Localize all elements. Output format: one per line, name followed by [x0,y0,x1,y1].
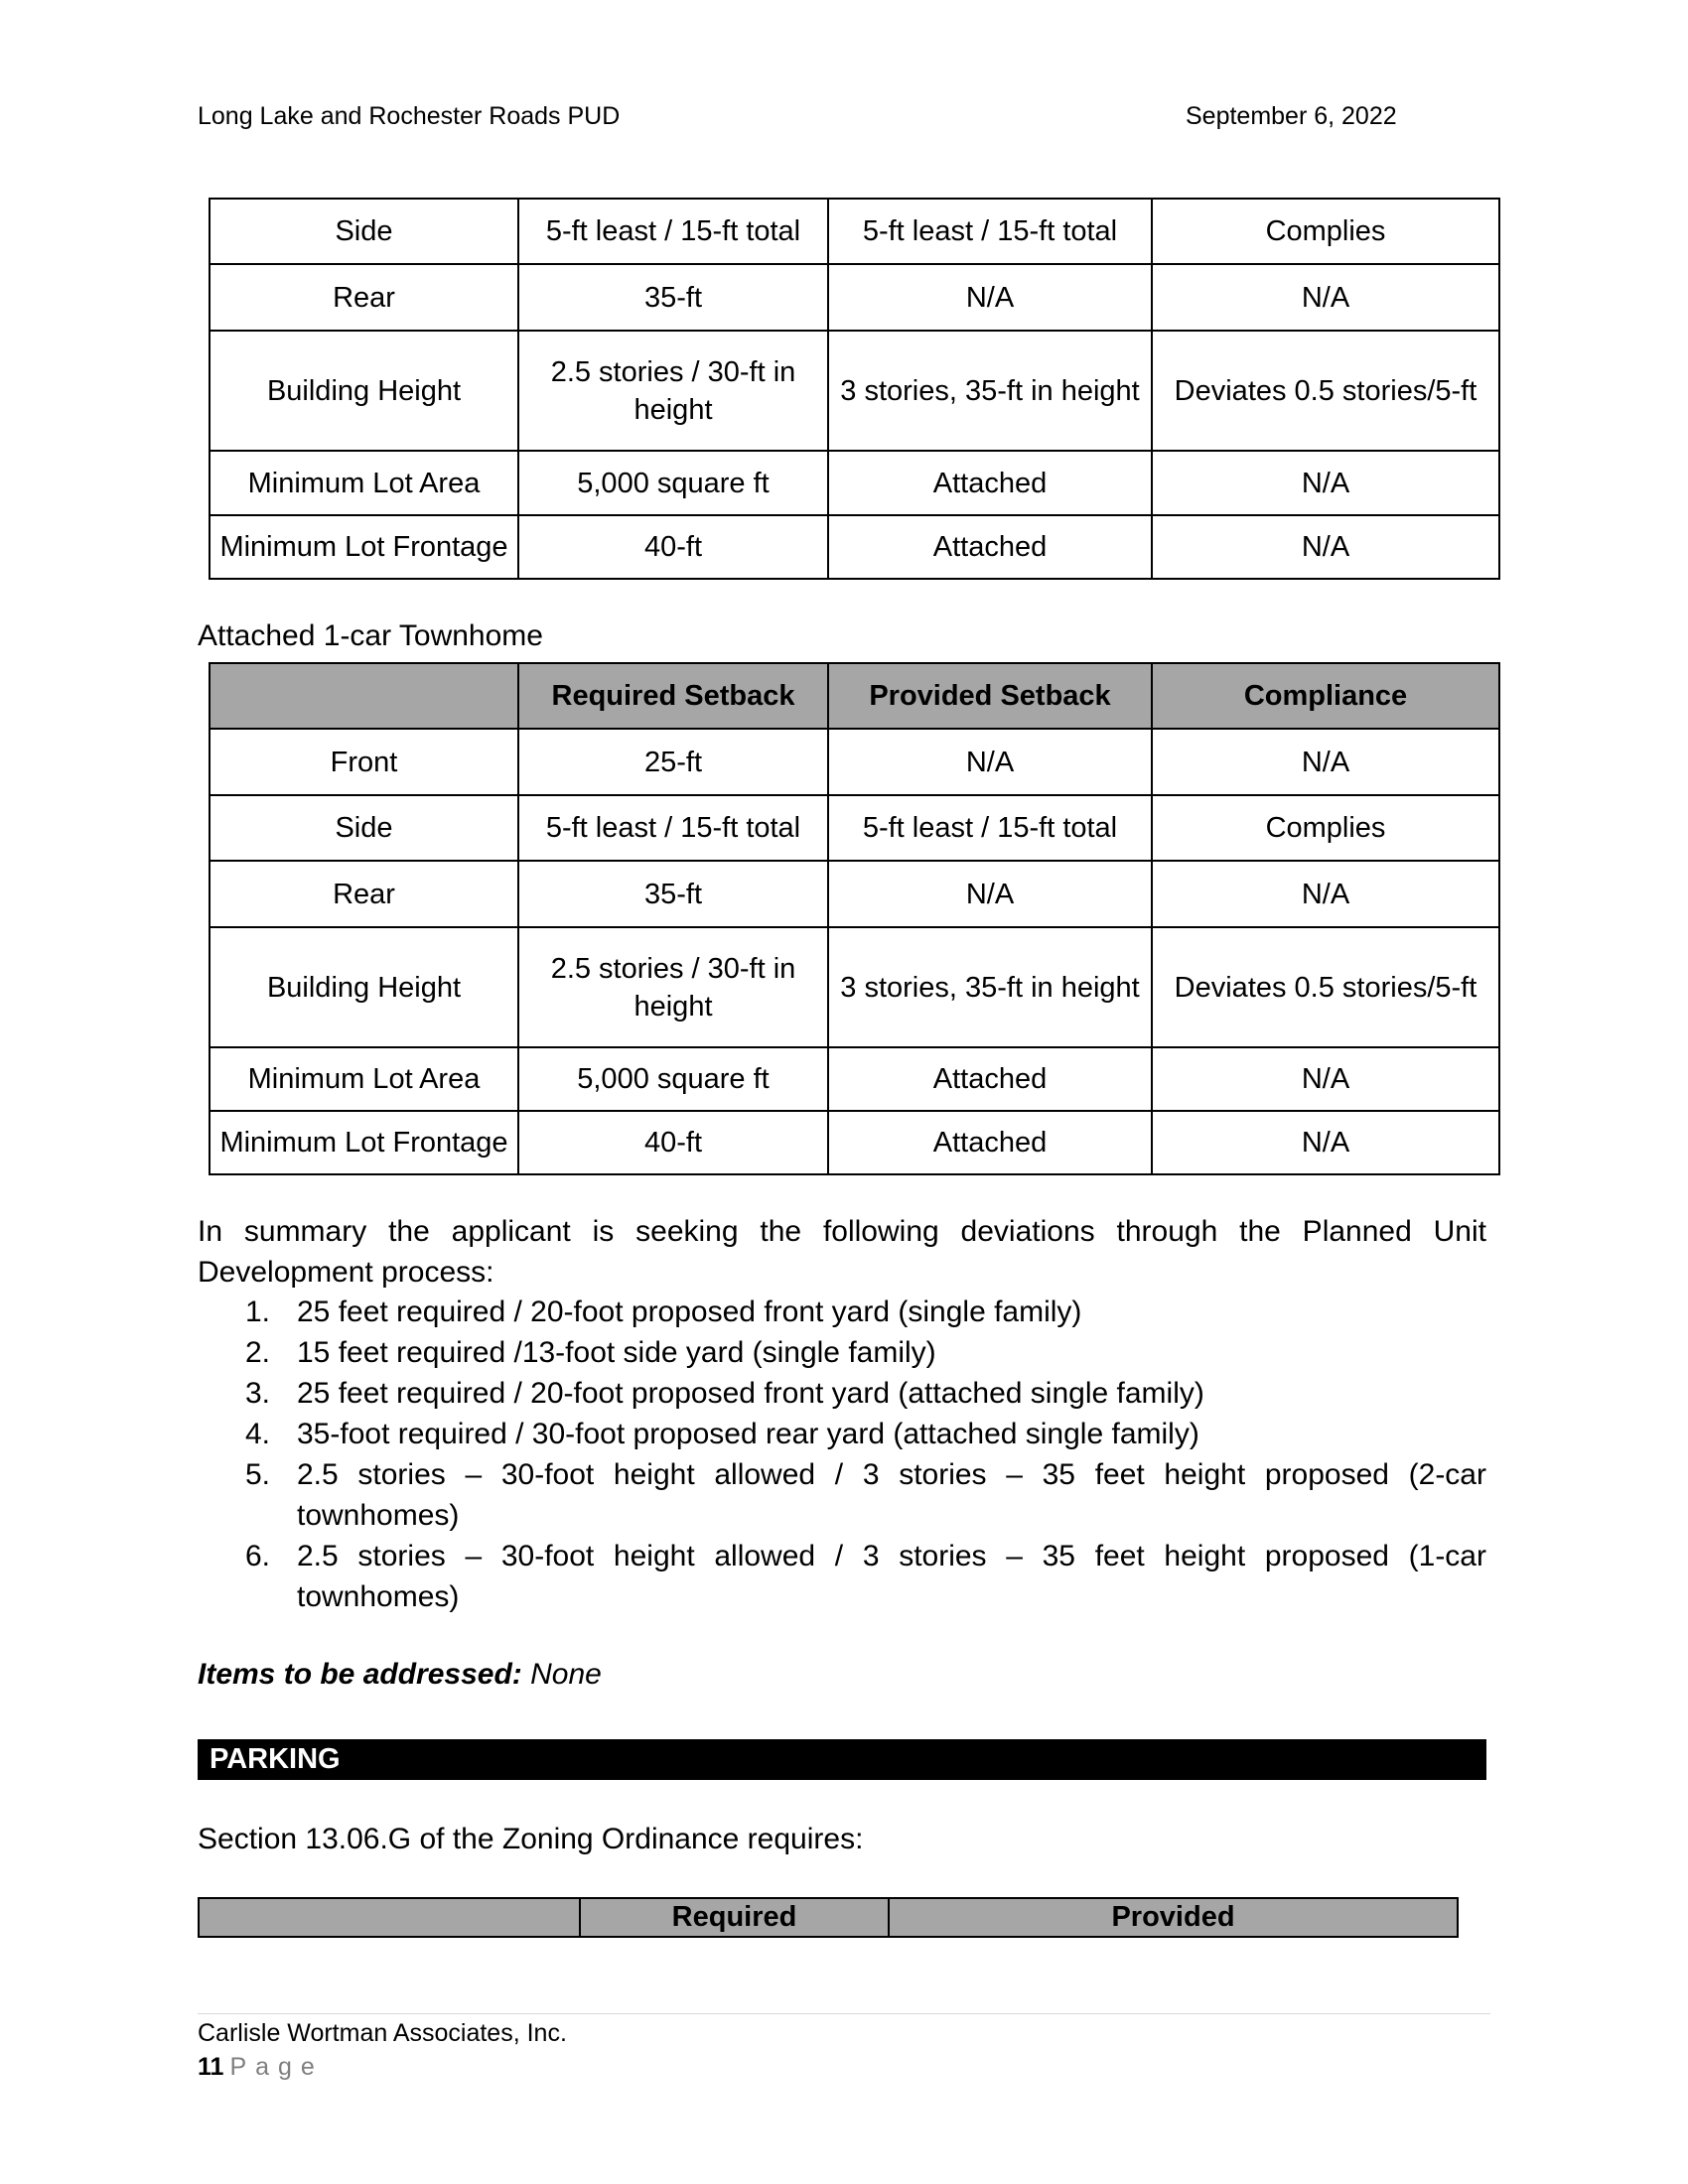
table-cell: 5-ft least / 15-ft total [518,795,828,861]
table-cell: Side [210,199,518,264]
table-cell: 3 stories, 35-ft in height [828,331,1152,451]
table-cell: N/A [1152,1047,1499,1111]
list-text: 25 feet required / 20-foot proposed front yard (single family) [297,1296,1082,1328]
table-row [210,795,1499,861]
list-item [245,1292,1486,1332]
table-cell: 5,000 square ft [518,1047,828,1111]
table-cell: 25-ft [518,729,828,795]
table-cell: N/A [1152,451,1499,515]
table-cell: N/A [828,861,1152,927]
table-header-cell: Required Setback [518,663,828,729]
table-cell: N/A [1152,1111,1499,1174]
table-cell: Minimum Lot Area [210,1047,518,1111]
table-row [210,927,1499,1047]
list-number: 6. [245,1540,271,1572]
page-label: Page [229,2053,324,2081]
table-header-cell [210,663,518,729]
footer-page-indicator [198,2053,324,2082]
table-cell: 35-ft [518,264,828,331]
table-cell: 40-ft [518,515,828,579]
table-cell: Building Height [210,927,518,1047]
table-cell: 5-ft least / 15-ft total [828,199,1152,264]
table-cell: 5-ft least / 15-ft total [518,199,828,264]
parking-table [198,1897,1459,1938]
table-cell: N/A [828,264,1152,331]
table-cell: N/A [1152,861,1499,927]
table-header-cell: Compliance [1152,663,1499,729]
list-text: 2.5 stories – 30-foot height allowed / 3 stories – 35 feet height proposed (2-car townhomes) [297,1458,1486,1532]
table-cell: N/A [1152,729,1499,795]
items-to-address [198,1658,602,1692]
parking-intro: Section 13.06.G of the Zoning Ordinance requires: [198,1823,864,1855]
table-cell: Deviates 0.5 stories/5-ft [1152,927,1499,1047]
footer-divider [198,2013,1490,2014]
table-row [210,515,1499,579]
table-cell: 3 stories, 35-ft in height [828,927,1152,1047]
table-cell: Attached [828,1111,1152,1174]
list-item [245,1332,1486,1373]
list-item [245,1373,1486,1414]
deviation-list [198,1292,1486,1617]
table-cell: Front [210,729,518,795]
list-number: 2. [245,1336,271,1369]
table-row [210,861,1499,927]
setback-table-continued [209,198,1500,580]
summary-paragraph: In summary the applicant is seeking the following deviations through the Planned Unit Development process: [198,1215,1486,1289]
table-cell: N/A [828,729,1152,795]
table-cell: Minimum Lot Area [210,451,518,515]
table-row [210,451,1499,515]
list-number: 5. [245,1458,271,1491]
table-cell: Attached [828,1047,1152,1111]
list-item [245,1536,1486,1617]
section-heading-parking: PARKING [198,1739,1486,1780]
list-text: 15 feet required /13-foot side yard (single family) [297,1336,936,1369]
items-value: None [530,1658,602,1691]
list-number: 1. [245,1296,271,1328]
table-header-row [199,1898,1458,1937]
townhome-setback-table [209,662,1500,1175]
table-cell: Complies [1152,795,1499,861]
table-cell: Deviates 0.5 stories/5-ft [1152,331,1499,451]
list-text: 25 feet required / 20-foot proposed front yard (attached single family) [297,1377,1204,1410]
table-header-cell: Provided [889,1898,1458,1937]
table-cell: Side [210,795,518,861]
list-number: 4. [245,1418,271,1450]
header-title: Long Lake and Rochester Roads PUD [198,102,621,130]
list-item [245,1414,1486,1454]
table-cell: Building Height [210,331,518,451]
table-row [210,1047,1499,1111]
table-cell: N/A [1152,264,1499,331]
table-row [210,199,1499,264]
list-text: 2.5 stories – 30-foot height allowed / 3 stories – 35 feet height proposed (1-car townhomes) [297,1540,1486,1613]
table-row [210,1111,1499,1174]
items-label: Items to be addressed: [198,1658,522,1691]
table-cell: 5,000 square ft [518,451,828,515]
table-cell: Rear [210,264,518,331]
table-header-cell: Provided Setback [828,663,1152,729]
table-cell: 2.5 stories / 30-ft in height [518,331,828,451]
table-header-row [210,663,1499,729]
table-cell: 2.5 stories / 30-ft in height [518,927,828,1047]
table-row [210,331,1499,451]
table-row [210,264,1499,331]
page-number: 11 [198,2053,224,2081]
table-cell: 5-ft least / 15-ft total [828,795,1152,861]
table-cell: 35-ft [518,861,828,927]
table-cell: Rear [210,861,518,927]
table-cell: Minimum Lot Frontage [210,515,518,579]
footer-company: Carlisle Wortman Associates, Inc. [198,2019,567,2047]
table-cell: Attached [828,451,1152,515]
list-text: 35-foot required / 30-foot proposed rear yard (attached single family) [297,1418,1199,1450]
header-date: September 6, 2022 [1186,102,1397,130]
table-row [210,729,1499,795]
table-cell: Complies [1152,199,1499,264]
table-caption: Attached 1-car Townhome [198,619,543,652]
table-header-cell [199,1898,580,1937]
table-cell: Attached [828,515,1152,579]
table-cell: 40-ft [518,1111,828,1174]
table-cell: N/A [1152,515,1499,579]
table-header-cell: Required [580,1898,889,1937]
table-cell: Minimum Lot Frontage [210,1111,518,1174]
list-number: 3. [245,1377,271,1410]
list-item [245,1454,1486,1536]
